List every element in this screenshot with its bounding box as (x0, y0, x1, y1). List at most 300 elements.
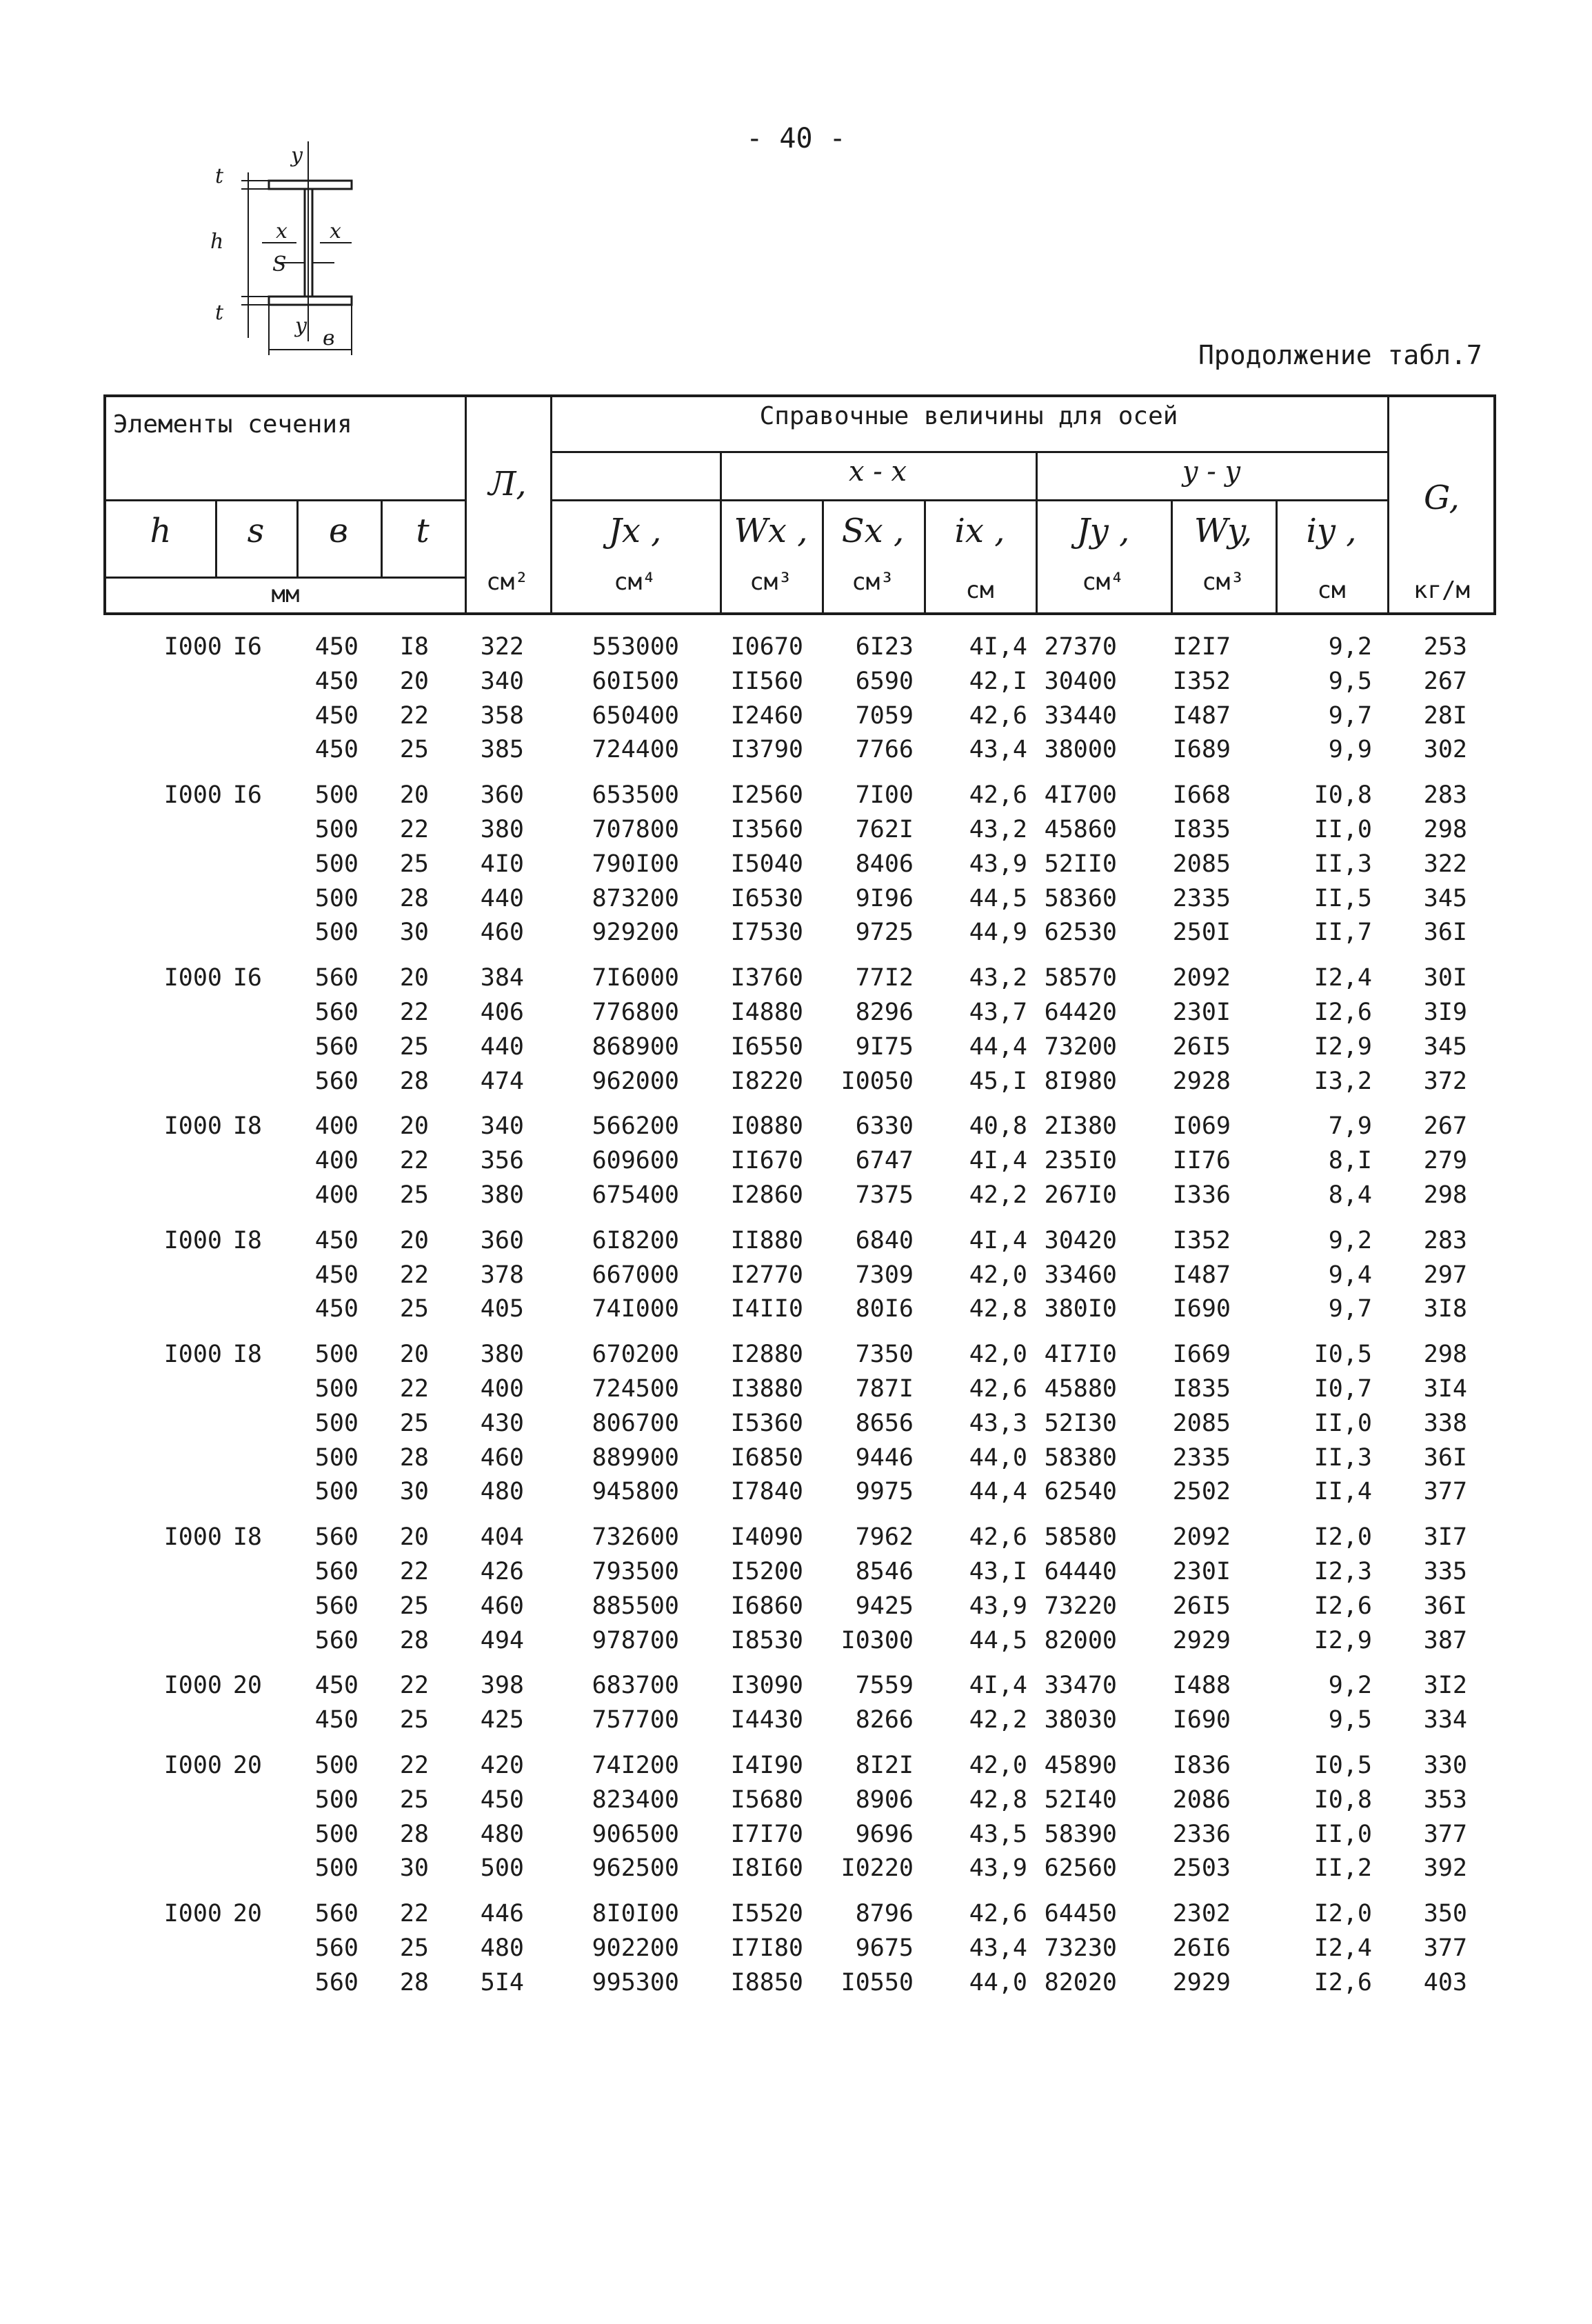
cell-wy: 2502 (1172, 1478, 1231, 1505)
cell-jy: 58390 (1044, 1821, 1117, 1848)
cell-wx: I5360 (730, 1410, 803, 1437)
cell-area: 440 (480, 1033, 524, 1061)
cell-ix: 44,5 (969, 885, 1027, 912)
table-row (0, 919, 1592, 953)
header-t: t (416, 512, 430, 550)
cell-mass: 253 (1423, 633, 1467, 661)
cell-mass: 298 (1423, 816, 1467, 843)
cell-b: 500 (314, 1375, 359, 1403)
header-wx-unit: см³ (749, 568, 792, 596)
cell-sx: 8266 (855, 1706, 914, 1734)
cell-iy: I0,7 (1313, 1375, 1372, 1403)
cell-area: 385 (480, 736, 524, 763)
cell-jy: 73200 (1044, 1033, 1117, 1061)
cell-wy: 26I6 (1172, 1934, 1231, 1962)
table-row (0, 1112, 1592, 1147)
cell-h: I000 (163, 1341, 222, 1368)
cell-t: 25 (399, 1410, 429, 1437)
table-row (0, 1672, 1592, 1706)
label-t-top: t (215, 164, 224, 188)
cell-ix: 42,0 (969, 1341, 1027, 1368)
cell-wy: 2085 (1172, 850, 1231, 878)
cell-wx: I8850 (730, 1969, 803, 1996)
cell-ix: 42,6 (969, 781, 1027, 809)
cell-jx: 885500 (592, 1592, 679, 1620)
cell-iy: I3,2 (1313, 1068, 1372, 1095)
cell-wx: I5520 (730, 1900, 803, 1927)
cell-b: 560 (314, 1033, 359, 1061)
header-sx: Sx , (841, 512, 905, 550)
cell-t: 20 (399, 1341, 429, 1368)
table-row (0, 1821, 1592, 1855)
cell-jx: 74I200 (592, 1752, 679, 1779)
cell-jx: 724400 (592, 736, 679, 763)
cell-jy: 38000 (1044, 736, 1117, 763)
cell-jy: 52II0 (1044, 850, 1117, 878)
cell-wy: I2I7 (1172, 633, 1231, 661)
page-number: - 40 - (746, 123, 846, 154)
cell-b: 450 (314, 1672, 359, 1699)
cell-jx: 995300 (592, 1969, 679, 1996)
cell-wy: 2335 (1172, 1444, 1231, 1472)
cell-jx: 74I000 (592, 1295, 679, 1323)
cell-iy: I2,9 (1313, 1627, 1372, 1654)
cell-b: 500 (314, 1341, 359, 1368)
cell-wx: I0670 (730, 633, 803, 661)
header-elements: Элементы сечения (113, 410, 352, 439)
cell-wy: 230I (1172, 999, 1231, 1026)
header-b: в (329, 512, 348, 550)
cell-jx: 868900 (592, 1033, 679, 1061)
cell-sx: 7I00 (855, 781, 914, 809)
cell-area: 446 (480, 1900, 524, 1927)
cell-jy: 27370 (1044, 633, 1117, 661)
cell-iy: II,7 (1313, 919, 1372, 946)
table-row (0, 1752, 1592, 1786)
cell-sx: 9696 (855, 1821, 914, 1848)
table-row (0, 1900, 1592, 1934)
cell-wx: I0880 (730, 1112, 803, 1140)
table-row (0, 1033, 1592, 1068)
header-ix-unit: см (965, 577, 994, 604)
cell-sx: I0050 (840, 1068, 914, 1095)
cell-ix: 45,I (969, 1068, 1027, 1095)
cell-ix: 43,9 (969, 1592, 1027, 1620)
cell-iy: I2,6 (1313, 1969, 1372, 1996)
cell-jx: 609600 (592, 1147, 679, 1174)
cell-sx: 9446 (855, 1444, 914, 1472)
cell-b: 560 (314, 1627, 359, 1654)
cell-iy: I2,0 (1313, 1900, 1372, 1927)
cell-ix: 44,9 (969, 919, 1027, 946)
cell-b: 560 (314, 1969, 359, 1996)
cell-wy: 26I5 (1172, 1033, 1231, 1061)
cell-b: 400 (314, 1112, 359, 1140)
cell-wy: I669 (1172, 1341, 1231, 1368)
cell-jy: 82000 (1044, 1627, 1117, 1654)
table-row (0, 885, 1592, 919)
cell-wx: I5040 (730, 850, 803, 878)
cell-jy: 45880 (1044, 1375, 1117, 1403)
cell-mass: 387 (1423, 1627, 1467, 1654)
cell-wy: 230I (1172, 1558, 1231, 1585)
cell-mass: 302 (1423, 736, 1467, 763)
cell-wy: I487 (1172, 702, 1231, 730)
cell-t: 22 (399, 1900, 429, 1927)
cell-t: 22 (399, 816, 429, 843)
cell-wx: I5200 (730, 1558, 803, 1585)
cell-jy: 30420 (1044, 1227, 1117, 1254)
cell-ix: 42,8 (969, 1295, 1027, 1323)
cell-b: 500 (314, 1854, 359, 1882)
cell-area: 5I4 (480, 1969, 524, 1996)
cell-sx: 80I6 (855, 1295, 914, 1323)
cell-mass: 3I8 (1423, 1295, 1467, 1323)
label-h: h (210, 230, 224, 254)
cell-s: I8 (232, 1112, 262, 1140)
cell-sx: 8796 (855, 1900, 914, 1927)
cell-ix: 4I,4 (969, 1147, 1027, 1174)
cell-area: 406 (480, 999, 524, 1026)
cell-t: 22 (399, 1375, 429, 1403)
table-row (0, 850, 1592, 885)
cell-wy: 2335 (1172, 885, 1231, 912)
cell-jx: 653500 (592, 781, 679, 809)
cell-wy: I352 (1172, 1227, 1231, 1254)
cell-wx: I4430 (730, 1706, 803, 1734)
cell-sx: 6590 (855, 668, 914, 695)
header-jx: Jx , (608, 512, 662, 550)
cell-mass: 3I9 (1423, 999, 1467, 1026)
cell-wy: I668 (1172, 781, 1231, 809)
cell-b: 500 (314, 850, 359, 878)
cell-mass: 330 (1423, 1752, 1467, 1779)
cell-iy: II,3 (1313, 850, 1372, 878)
cell-area: 360 (480, 1227, 524, 1254)
cell-t: 20 (399, 964, 429, 992)
cell-b: 450 (314, 668, 359, 695)
table-row (0, 1478, 1592, 1512)
label-x-left: x (276, 219, 288, 243)
cell-jy: 8I980 (1044, 1068, 1117, 1095)
cell-area: 378 (480, 1261, 524, 1289)
cell-t: 22 (399, 1752, 429, 1779)
cell-iy: II,0 (1313, 1821, 1372, 1848)
cell-wy: I689 (1172, 736, 1231, 763)
cell-jx: 962000 (592, 1068, 679, 1095)
cell-mass: 377 (1423, 1478, 1467, 1505)
cell-sx: 8546 (855, 1558, 914, 1585)
cell-ix: 4I,4 (969, 1672, 1027, 1699)
cell-wx: II880 (730, 1227, 803, 1254)
label-b: в (323, 326, 335, 350)
cell-wy: 2302 (1172, 1900, 1231, 1927)
cell-iy: II,2 (1313, 1854, 1372, 1882)
cell-ix: 42,2 (969, 1706, 1027, 1734)
cell-area: 494 (480, 1627, 524, 1654)
cell-wx: I2460 (730, 702, 803, 730)
cell-jy: 64450 (1044, 1900, 1117, 1927)
cell-wy: I352 (1172, 668, 1231, 695)
cell-area: 420 (480, 1752, 524, 1779)
cell-b: 560 (314, 964, 359, 992)
cell-t: 20 (399, 1523, 429, 1551)
table-row (0, 1786, 1592, 1821)
cell-mass: 28I (1423, 702, 1467, 730)
table-row (0, 1706, 1592, 1741)
cell-s: 20 (232, 1900, 262, 1927)
cell-b: 450 (314, 736, 359, 763)
cell-mass: 279 (1423, 1147, 1467, 1174)
cell-jx: 823400 (592, 1786, 679, 1814)
cell-ix: 43,I (969, 1558, 1027, 1585)
cell-b: 450 (314, 702, 359, 730)
header-axis-yy: y - y (1182, 456, 1241, 488)
cell-mass: 36I (1423, 919, 1467, 946)
cell-wx: II560 (730, 668, 803, 695)
table-row (0, 1410, 1592, 1444)
cell-mass: 283 (1423, 1227, 1467, 1254)
cell-sx: 77I2 (855, 964, 914, 992)
cell-ix: 44,4 (969, 1033, 1027, 1061)
cell-b: 560 (314, 1068, 359, 1095)
cell-mass: 3I4 (1423, 1375, 1467, 1403)
cell-iy: II,0 (1313, 1410, 1372, 1437)
cell-area: 4I0 (480, 850, 524, 878)
cell-jx: 873200 (592, 885, 679, 912)
cell-b: 450 (314, 1227, 359, 1254)
cell-wy: 2503 (1172, 1854, 1231, 1882)
cell-mass: 377 (1423, 1934, 1467, 1962)
cell-iy: 9,9 (1328, 736, 1372, 763)
cell-area: 430 (480, 1410, 524, 1437)
cell-wy: 2085 (1172, 1410, 1231, 1437)
cell-t: 25 (399, 1934, 429, 1962)
cell-t: 22 (399, 1558, 429, 1585)
cell-area: 425 (480, 1706, 524, 1734)
cell-iy: 9,2 (1328, 1227, 1372, 1254)
cell-jx: 6I8200 (592, 1227, 679, 1254)
cell-wx: I7840 (730, 1478, 803, 1505)
cell-jy: 45890 (1044, 1752, 1117, 1779)
cell-wx: I8I60 (730, 1854, 803, 1882)
cell-sx: 9425 (855, 1592, 914, 1620)
table-row (0, 1523, 1592, 1558)
cell-jx: 793500 (592, 1558, 679, 1585)
cell-ix: 42,6 (969, 1523, 1027, 1551)
cell-wy: I488 (1172, 1672, 1231, 1699)
cell-jy: 58580 (1044, 1523, 1117, 1551)
cell-mass: 334 (1423, 1706, 1467, 1734)
cell-iy: 8,I (1328, 1147, 1372, 1174)
cell-ix: 43,5 (969, 1821, 1027, 1848)
header-jy: Jy , (1076, 512, 1130, 550)
cell-jy: 4I700 (1044, 781, 1117, 809)
cell-iy: I2,9 (1313, 1033, 1372, 1061)
table-row (0, 781, 1592, 816)
cell-h: I000 (163, 1523, 222, 1551)
cell-sx: 6330 (855, 1112, 914, 1140)
cell-mass: 322 (1423, 850, 1467, 878)
cell-iy: I2,4 (1313, 1934, 1372, 1962)
cell-area: 460 (480, 1444, 524, 1472)
cell-wy: 26I5 (1172, 1592, 1231, 1620)
cell-sx: 7309 (855, 1261, 914, 1289)
cell-jy: 62560 (1044, 1854, 1117, 1882)
cell-wx: I3790 (730, 736, 803, 763)
cell-jy: 62540 (1044, 1478, 1117, 1505)
cell-ix: 42,8 (969, 1786, 1027, 1814)
cell-sx: 6747 (855, 1147, 914, 1174)
cell-jy: 33440 (1044, 702, 1117, 730)
cell-area: 400 (480, 1375, 524, 1403)
cell-area: 460 (480, 919, 524, 946)
cell-ix: 43,2 (969, 816, 1027, 843)
cell-jx: 650400 (592, 702, 679, 730)
cell-iy: I0,5 (1313, 1341, 1372, 1368)
cell-mass: 267 (1423, 1112, 1467, 1140)
table-row (0, 633, 1592, 668)
cell-ix: 42,2 (969, 1181, 1027, 1209)
cell-sx: I0300 (840, 1627, 914, 1654)
cell-wy: I336 (1172, 1181, 1231, 1209)
cell-ix: 4I,4 (969, 1227, 1027, 1254)
cell-iy: I2,0 (1313, 1523, 1372, 1551)
cell-wy: 250I (1172, 919, 1231, 946)
header-jy-unit: см⁴ (1082, 568, 1125, 596)
cell-iy: II,5 (1313, 885, 1372, 912)
cell-sx: 7350 (855, 1341, 914, 1368)
table-row (0, 1934, 1592, 1969)
table-row (0, 1261, 1592, 1296)
cell-area: 340 (480, 668, 524, 695)
table-row (0, 1592, 1592, 1627)
cell-iy: I2,4 (1313, 964, 1372, 992)
cell-mass: 392 (1423, 1854, 1467, 1882)
cell-ix: 44,0 (969, 1444, 1027, 1472)
cell-t: 25 (399, 1786, 429, 1814)
header-mass: G, (1424, 479, 1460, 517)
cell-iy: 9,2 (1328, 1672, 1372, 1699)
cell-ix: 43,7 (969, 999, 1027, 1026)
cell-sx: 6840 (855, 1227, 914, 1254)
cell-t: 22 (399, 999, 429, 1026)
cell-ix: 44,5 (969, 1627, 1027, 1654)
cell-wx: I4880 (730, 999, 803, 1026)
cell-jx: 707800 (592, 816, 679, 843)
cell-jx: 60I500 (592, 668, 679, 695)
cell-t: 22 (399, 702, 429, 730)
cell-jx: 902200 (592, 1934, 679, 1962)
cell-mass: 345 (1423, 885, 1467, 912)
cell-jy: 38030 (1044, 1706, 1117, 1734)
label-y-top: y (291, 143, 303, 168)
cell-b: 500 (314, 781, 359, 809)
cell-jy: 267I0 (1044, 1181, 1117, 1209)
table-row (0, 1295, 1592, 1330)
cell-b: 560 (314, 1558, 359, 1585)
cell-mass: 345 (1423, 1033, 1467, 1061)
header-iy: iy , (1306, 512, 1357, 550)
cell-sx: 8I2I (855, 1752, 914, 1779)
cell-t: 25 (399, 1706, 429, 1734)
cell-ix: 4I,4 (969, 633, 1027, 661)
cell-area: 426 (480, 1558, 524, 1585)
table-row (0, 1147, 1592, 1181)
header-wy: Wy, (1193, 512, 1253, 550)
cell-sx: 7059 (855, 702, 914, 730)
cell-area: 356 (480, 1147, 524, 1174)
cell-t: 28 (399, 885, 429, 912)
label-y-bottom: y (295, 314, 307, 338)
cell-jx: 8I0I00 (592, 1900, 679, 1927)
cell-iy: 9,7 (1328, 702, 1372, 730)
cell-ix: 43,3 (969, 1410, 1027, 1437)
cell-iy: I2,6 (1313, 1592, 1372, 1620)
cell-iy: I0,8 (1313, 1786, 1372, 1814)
cell-h: I000 (163, 633, 222, 661)
cell-jy: 45860 (1044, 816, 1117, 843)
cell-jx: 945800 (592, 1478, 679, 1505)
cell-wy: 2092 (1172, 964, 1231, 992)
cell-wy: II76 (1172, 1147, 1231, 1174)
cell-jy: 30400 (1044, 668, 1117, 695)
cell-s: I8 (232, 1523, 262, 1551)
cell-sx: 9975 (855, 1478, 914, 1505)
cell-wx: I6860 (730, 1592, 803, 1620)
cell-sx: 9I75 (855, 1033, 914, 1061)
label-s: S (272, 252, 287, 277)
cell-area: 500 (480, 1854, 524, 1882)
cell-area: 380 (480, 1181, 524, 1209)
cell-sx: I0550 (840, 1969, 914, 1996)
cell-jy: 235I0 (1044, 1147, 1117, 1174)
cell-ix: 40,8 (969, 1112, 1027, 1140)
cell-wx: I6530 (730, 885, 803, 912)
cell-h: I000 (163, 1112, 222, 1140)
cell-wy: 2929 (1172, 1627, 1231, 1654)
table-row (0, 736, 1592, 770)
label-t-bottom: t (215, 301, 224, 325)
cell-ix: 42,I (969, 668, 1027, 695)
cell-wx: I2880 (730, 1341, 803, 1368)
cell-ix: 42,6 (969, 702, 1027, 730)
cell-mass: 372 (1423, 1068, 1467, 1095)
cell-s: I6 (232, 633, 262, 661)
header-area: Л, (488, 465, 527, 503)
table-row (0, 1969, 1592, 2003)
cell-jy: 4I7I0 (1044, 1341, 1117, 1368)
table-row (0, 1558, 1592, 1592)
header-axis-xx: x - x (848, 456, 907, 488)
cell-jy: 62530 (1044, 919, 1117, 946)
cell-wx: I7I70 (730, 1821, 803, 1848)
cell-wy: 2336 (1172, 1821, 1231, 1848)
cell-t: I8 (399, 633, 429, 661)
cell-jy: 2I380 (1044, 1112, 1117, 1140)
cell-jx: 929200 (592, 919, 679, 946)
cell-t: 25 (399, 736, 429, 763)
cell-mass: 36I (1423, 1592, 1467, 1620)
cell-wy: I690 (1172, 1295, 1231, 1323)
cell-b: 560 (314, 1934, 359, 1962)
cell-sx: 787I (855, 1375, 914, 1403)
cell-iy: II,3 (1313, 1444, 1372, 1472)
cell-jx: 724500 (592, 1375, 679, 1403)
cell-area: 358 (480, 702, 524, 730)
cell-jx: 978700 (592, 1627, 679, 1654)
cell-wx: I3760 (730, 964, 803, 992)
